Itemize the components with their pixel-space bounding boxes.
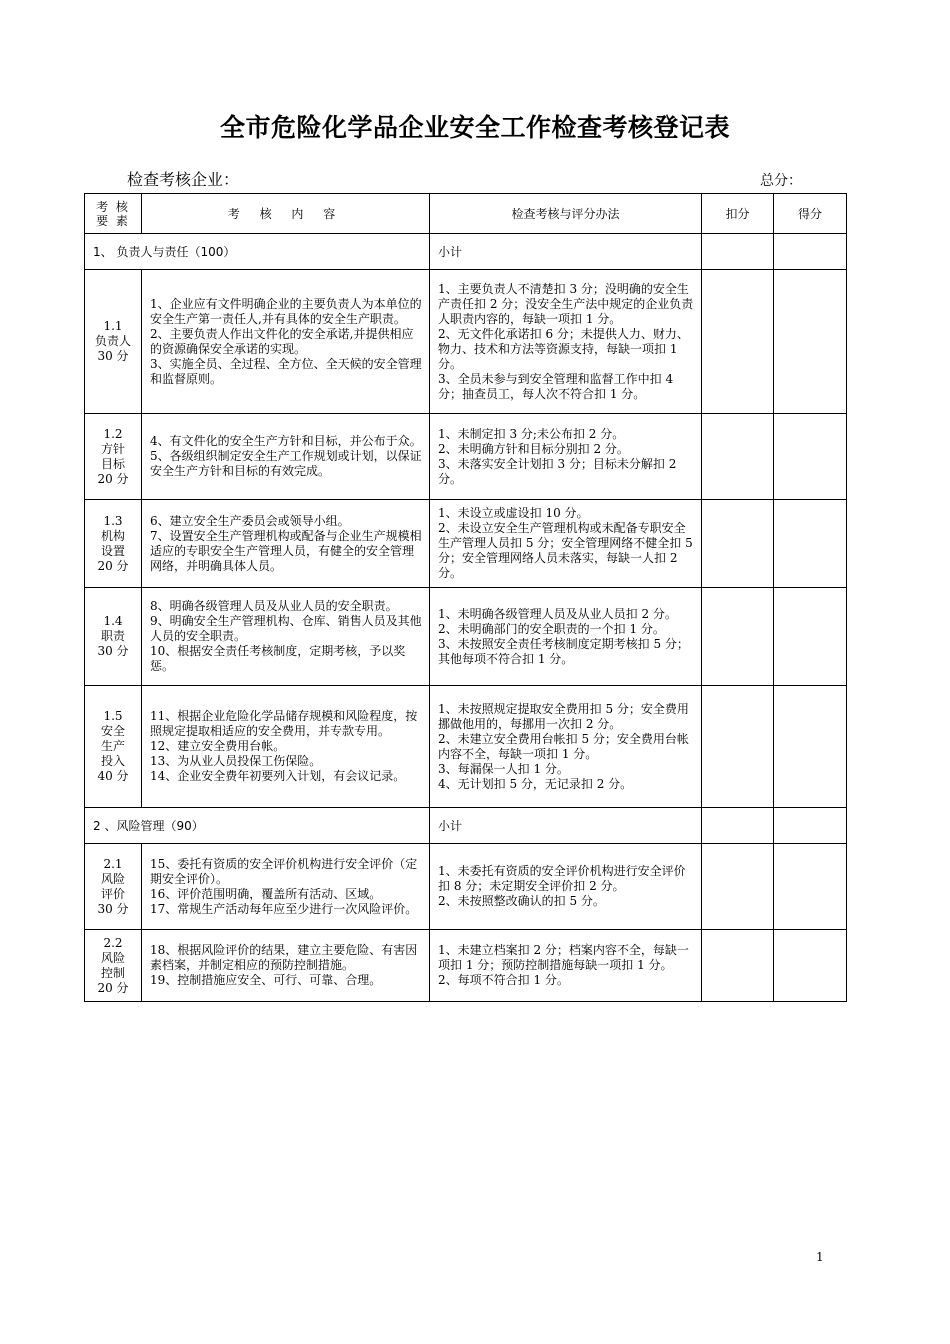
table-row [85, 844, 847, 930]
method-cell: 1、未设立或虚设扣 10 分。 2、未设立安全生产管理机构或未配备专职安全生产管理人员扣 5 分；安全管理网络不健全扣 5 分；安全管理网络人员未落实，每缺一人扣 2 分。 [430, 500, 702, 588]
content-cell: 1、企业应有文件明确企业的主要负责人为本单位的安全生产第一责任人,并有具体的安全生产职责。 2、主要负责人作出文件化的安全承诺,并提供相应的资源确保安全承诺的实现。 3、实施全员、全过程、全方位、全天候的安全管理和监督原则。 [142, 270, 430, 414]
element-label: 1.2 [103, 426, 123, 441]
section-row [85, 234, 847, 270]
header-content: 考 核 内 容 [142, 194, 430, 234]
element-label: 20 分 [97, 980, 129, 995]
element-label: 方针 [100, 441, 125, 456]
score-cell[interactable] [774, 930, 847, 1002]
header-score: 得分 [774, 194, 847, 234]
element-label: 风险 [100, 871, 125, 886]
element-label: 2.1 [103, 856, 123, 871]
score-cell[interactable] [774, 414, 847, 500]
content-cell: 18、根据风险评价的结果，建立主要危险、有害因素档案，并制定相应的预防控制措施。 19、控制措施应安全、可行、可靠、合理。 [142, 930, 430, 1002]
element-label: 评价 [100, 886, 125, 901]
header-element [85, 194, 142, 234]
header-element-line-2: 要 素 [96, 213, 130, 228]
element-cell [85, 270, 142, 414]
table-row [85, 414, 847, 500]
element-label: 设置 [100, 543, 125, 558]
deduct-cell[interactable] [702, 808, 774, 844]
document-title: 全市危险化学品企业安全工作检查考核登记表 [219, 113, 730, 142]
header-element-line-1: 考 核 [96, 199, 130, 214]
header-row [85, 194, 847, 234]
section-row [85, 808, 847, 844]
method-cell: 1、未明确各级管理人员及从业人员扣 2 分。 2、未明确部门的安全职责的一个扣 1 分。 3、未按照安全责任考核制度定期考核扣 5 分；其他每项不符合扣 1 分。 [430, 588, 702, 686]
deduct-cell[interactable] [702, 686, 774, 808]
element-cell [85, 588, 142, 686]
element-label: 投入 [100, 754, 125, 768]
score-cell[interactable] [774, 844, 847, 930]
table-row [85, 588, 847, 686]
section-subtotal: 小计 [430, 234, 702, 270]
element-label: 30 分 [97, 349, 129, 363]
element-label: 机构 [100, 528, 125, 543]
element-cell [85, 500, 142, 588]
section-label: 1、 负责人与责任（100） [85, 234, 430, 270]
content-cell: 11、根据企业危险化学品储存规模和风险程度，按照规定提取相适应的安全费用，并专款专用。 12、建立安全费用台帐。 13、为从业人员投保工伤保险。 14、企业安全费年初要列入计划，有会议记录。 [142, 686, 430, 808]
method-cell: 1、主要负责人不清楚扣 3 分；没明确的安全生产责任扣 2 分；没安全生产法中规定的企业负责人职责内容的，每缺一项扣 1 分。 2、无文件化承诺扣 6 分；未提供人力、财力、物力、技术和方法等资源支持，每缺一项扣 1 分。 3、全员未参与到安全管理和监督工作中扣 4 分；抽查员工，每人次不符合扣 1 分。 [430, 270, 702, 414]
total-score-label: 总分： [760, 173, 802, 189]
table-row [85, 930, 847, 1002]
element-label: 风险 [100, 950, 125, 965]
element-cell [85, 414, 142, 500]
deduct-cell[interactable] [702, 234, 774, 270]
element-label: 安全 [100, 724, 125, 738]
content-cell: 6、建立安全生产委员会或领导小组。 7、设置安全生产管理机构或配备与企业生产规模相适应的专职安全生产管理人员，有健全的安全管理网络，并明确具体人员。 [142, 500, 430, 588]
element-label: 30 分 [97, 901, 129, 916]
content-cell: 4、有文件化的安全生产方针和目标，并公布于众。 5、各级组织制定安全生产工作规划或计划，以保证安全生产方针和目标的有效完成。 [142, 414, 430, 500]
score-cell[interactable] [774, 588, 847, 686]
element-label: 2.2 [103, 935, 123, 950]
assessment-table [84, 193, 847, 1002]
section-subtotal: 小计 [430, 808, 702, 844]
table-row [85, 500, 847, 588]
element-label: 1.4 [103, 614, 123, 628]
element-label: 目标 [100, 456, 125, 471]
element-cell [85, 930, 142, 1002]
deduct-cell[interactable] [702, 844, 774, 930]
method-cell: 1、未委托有资质的安全评价机构进行安全评价扣 8 分；未定期安全评价扣 2 分。 2、未按照整改确认的扣 5 分。 [430, 844, 702, 930]
company-label: 检查考核企业： [127, 170, 240, 189]
content-cell: 15、委托有资质的安全评价机构进行安全评价（定期安全评价）。 16、评价范围明确，覆盖所有活动、区域。 17、常规生产活动每年应至少进行一次风险评价。 [142, 844, 430, 930]
page-number: 1 [816, 1250, 824, 1264]
score-cell[interactable] [774, 686, 847, 808]
deduct-cell[interactable] [702, 414, 774, 500]
element-label: 30 分 [97, 644, 129, 658]
element-label: 40 分 [97, 769, 129, 783]
method-cell: 1、未建立档案扣 2 分；档案内容不全，每缺一项扣 1 分；预防控制措施每缺一项扣 1 分。 2、每项不符合扣 1 分。 [430, 930, 702, 1002]
score-cell[interactable] [774, 808, 847, 844]
element-label: 20 分 [97, 471, 129, 486]
deduct-cell[interactable] [702, 500, 774, 588]
score-cell[interactable] [774, 500, 847, 588]
element-label: 1.3 [103, 513, 123, 528]
content-cell: 8、明确各级管理人员及从业人员的安全职责。 9、明确安全生产管理机构、仓库、销售人员及其他人员的安全职责。 10、根据安全责任考核制度，定期考核，予以奖惩。 [142, 588, 430, 686]
element-label: 生产 [100, 739, 125, 753]
element-label: 控制 [100, 965, 125, 980]
score-cell[interactable] [774, 234, 847, 270]
element-label: 1.5 [103, 709, 123, 723]
table-row [85, 270, 847, 414]
score-cell[interactable] [774, 270, 847, 414]
header-method: 检查考核与评分办法 [430, 194, 702, 234]
element-label: 职责 [100, 629, 125, 643]
element-cell [85, 844, 142, 930]
element-cell [85, 686, 142, 808]
deduct-cell[interactable] [702, 270, 774, 414]
header-deduct: 扣分 [702, 194, 774, 234]
section-label: 2 、风险管理（90） [85, 808, 430, 844]
element-label: 1.1 [103, 319, 123, 333]
element-label: 20 分 [97, 558, 129, 573]
deduct-cell[interactable] [702, 930, 774, 1002]
method-cell: 1、未制定扣 3 分;未公布扣 2 分。 2、未明确方针和目标分别扣 2 分。 3、未落实安全计划扣 3 分；目标未分解扣 2 分。 [430, 414, 702, 500]
element-label: 负责人 [94, 334, 131, 348]
table-row [85, 686, 847, 808]
deduct-cell[interactable] [702, 588, 774, 686]
method-cell: 1、未按照规定提取安全费用扣 5 分；安全费用挪做他用的，每挪用一次扣 2 分。 2、未建立安全费用台帐扣 5 分；安全费用台帐内容不全，每缺一项扣 1 分。 3、每漏保一人扣 1 分。 4、无计划扣 5 分，无记录扣 2 分。 [430, 686, 702, 808]
